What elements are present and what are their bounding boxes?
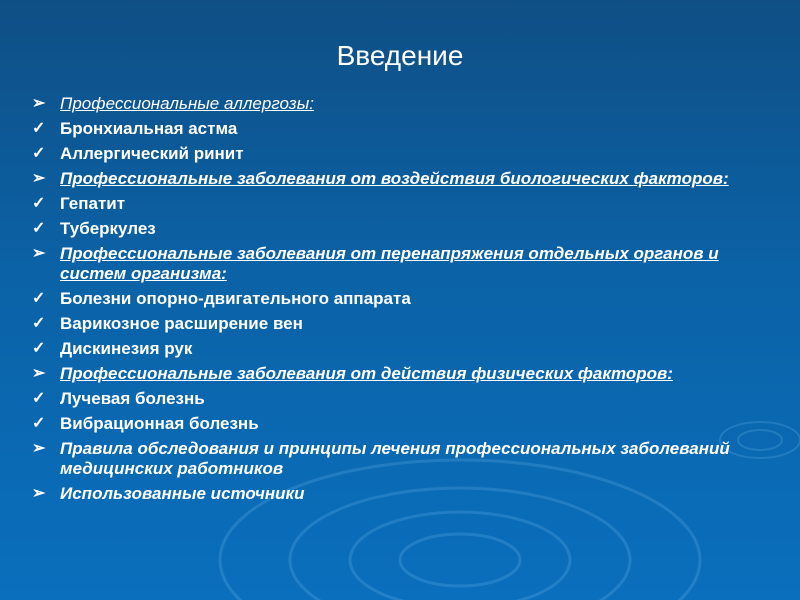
list-item-text: Вибрационная болезнь <box>60 414 259 433</box>
check-bullet-icon: ✓ <box>32 195 46 212</box>
list-item <box>32 389 752 409</box>
list-item <box>32 219 752 239</box>
list-item-text: Использованные источники <box>60 484 305 503</box>
list-item <box>32 144 752 164</box>
arrow-bullet-icon: ➢ <box>32 440 46 457</box>
list-item-text: Профессиональные заболевания от воздействия биологических факторов: <box>60 169 729 188</box>
list-item <box>32 314 752 334</box>
check-bullet-icon: ✓ <box>32 220 46 237</box>
arrow-bullet-icon: ➢ <box>32 170 46 187</box>
list-item-text: Болезни опорно-двигательного аппарата <box>60 289 411 308</box>
list-item-text: Аллергический ринит <box>60 144 244 163</box>
check-bullet-icon: ✓ <box>32 290 46 307</box>
check-bullet-icon: ✓ <box>32 120 46 137</box>
check-bullet-icon: ✓ <box>32 145 46 162</box>
list-item-text: Профессиональные аллергозы: <box>60 94 314 113</box>
list-item-heading <box>32 244 752 284</box>
list-item-text: Профессиональные заболевания от перенапряжения отдельных органов и систем организма: <box>60 244 719 283</box>
check-bullet-icon: ✓ <box>32 315 46 332</box>
check-bullet-icon: ✓ <box>32 390 46 407</box>
list-item-text: Варикозное расширение вен <box>60 314 303 333</box>
list-item <box>32 414 752 434</box>
check-bullet-icon: ✓ <box>32 340 46 357</box>
list-item-heading <box>32 364 752 384</box>
arrow-bullet-icon: ➢ <box>32 95 46 112</box>
arrow-bullet-icon: ➢ <box>32 365 46 382</box>
list-item <box>32 339 752 359</box>
list-item <box>32 119 752 139</box>
check-bullet-icon: ✓ <box>32 415 46 432</box>
list-item-text: Профессиональные заболевания от действия физических факторов: <box>60 364 673 383</box>
slide-title: Введение <box>336 40 464 71</box>
list-item-text: Правила обследования и принципы лечения профессиональных заболеваний медицинских работников <box>60 439 730 478</box>
list-item <box>32 194 752 214</box>
list-item-heading <box>32 439 752 479</box>
list-item <box>32 289 752 309</box>
arrow-bullet-icon: ➢ <box>32 485 46 502</box>
list-item-heading <box>32 94 752 114</box>
list-item-text: Гепатит <box>60 194 126 213</box>
list-item-text: Бронхиальная астма <box>60 119 238 138</box>
arrow-bullet-icon: ➢ <box>32 245 46 262</box>
list-item-text: Лучевая болезнь <box>60 389 205 408</box>
content-list <box>32 94 752 509</box>
list-item-text: Туберкулез <box>60 219 156 238</box>
list-item-heading <box>32 484 752 504</box>
list-item-heading <box>32 169 752 189</box>
list-item-text: Дискинезия рук <box>60 339 193 358</box>
